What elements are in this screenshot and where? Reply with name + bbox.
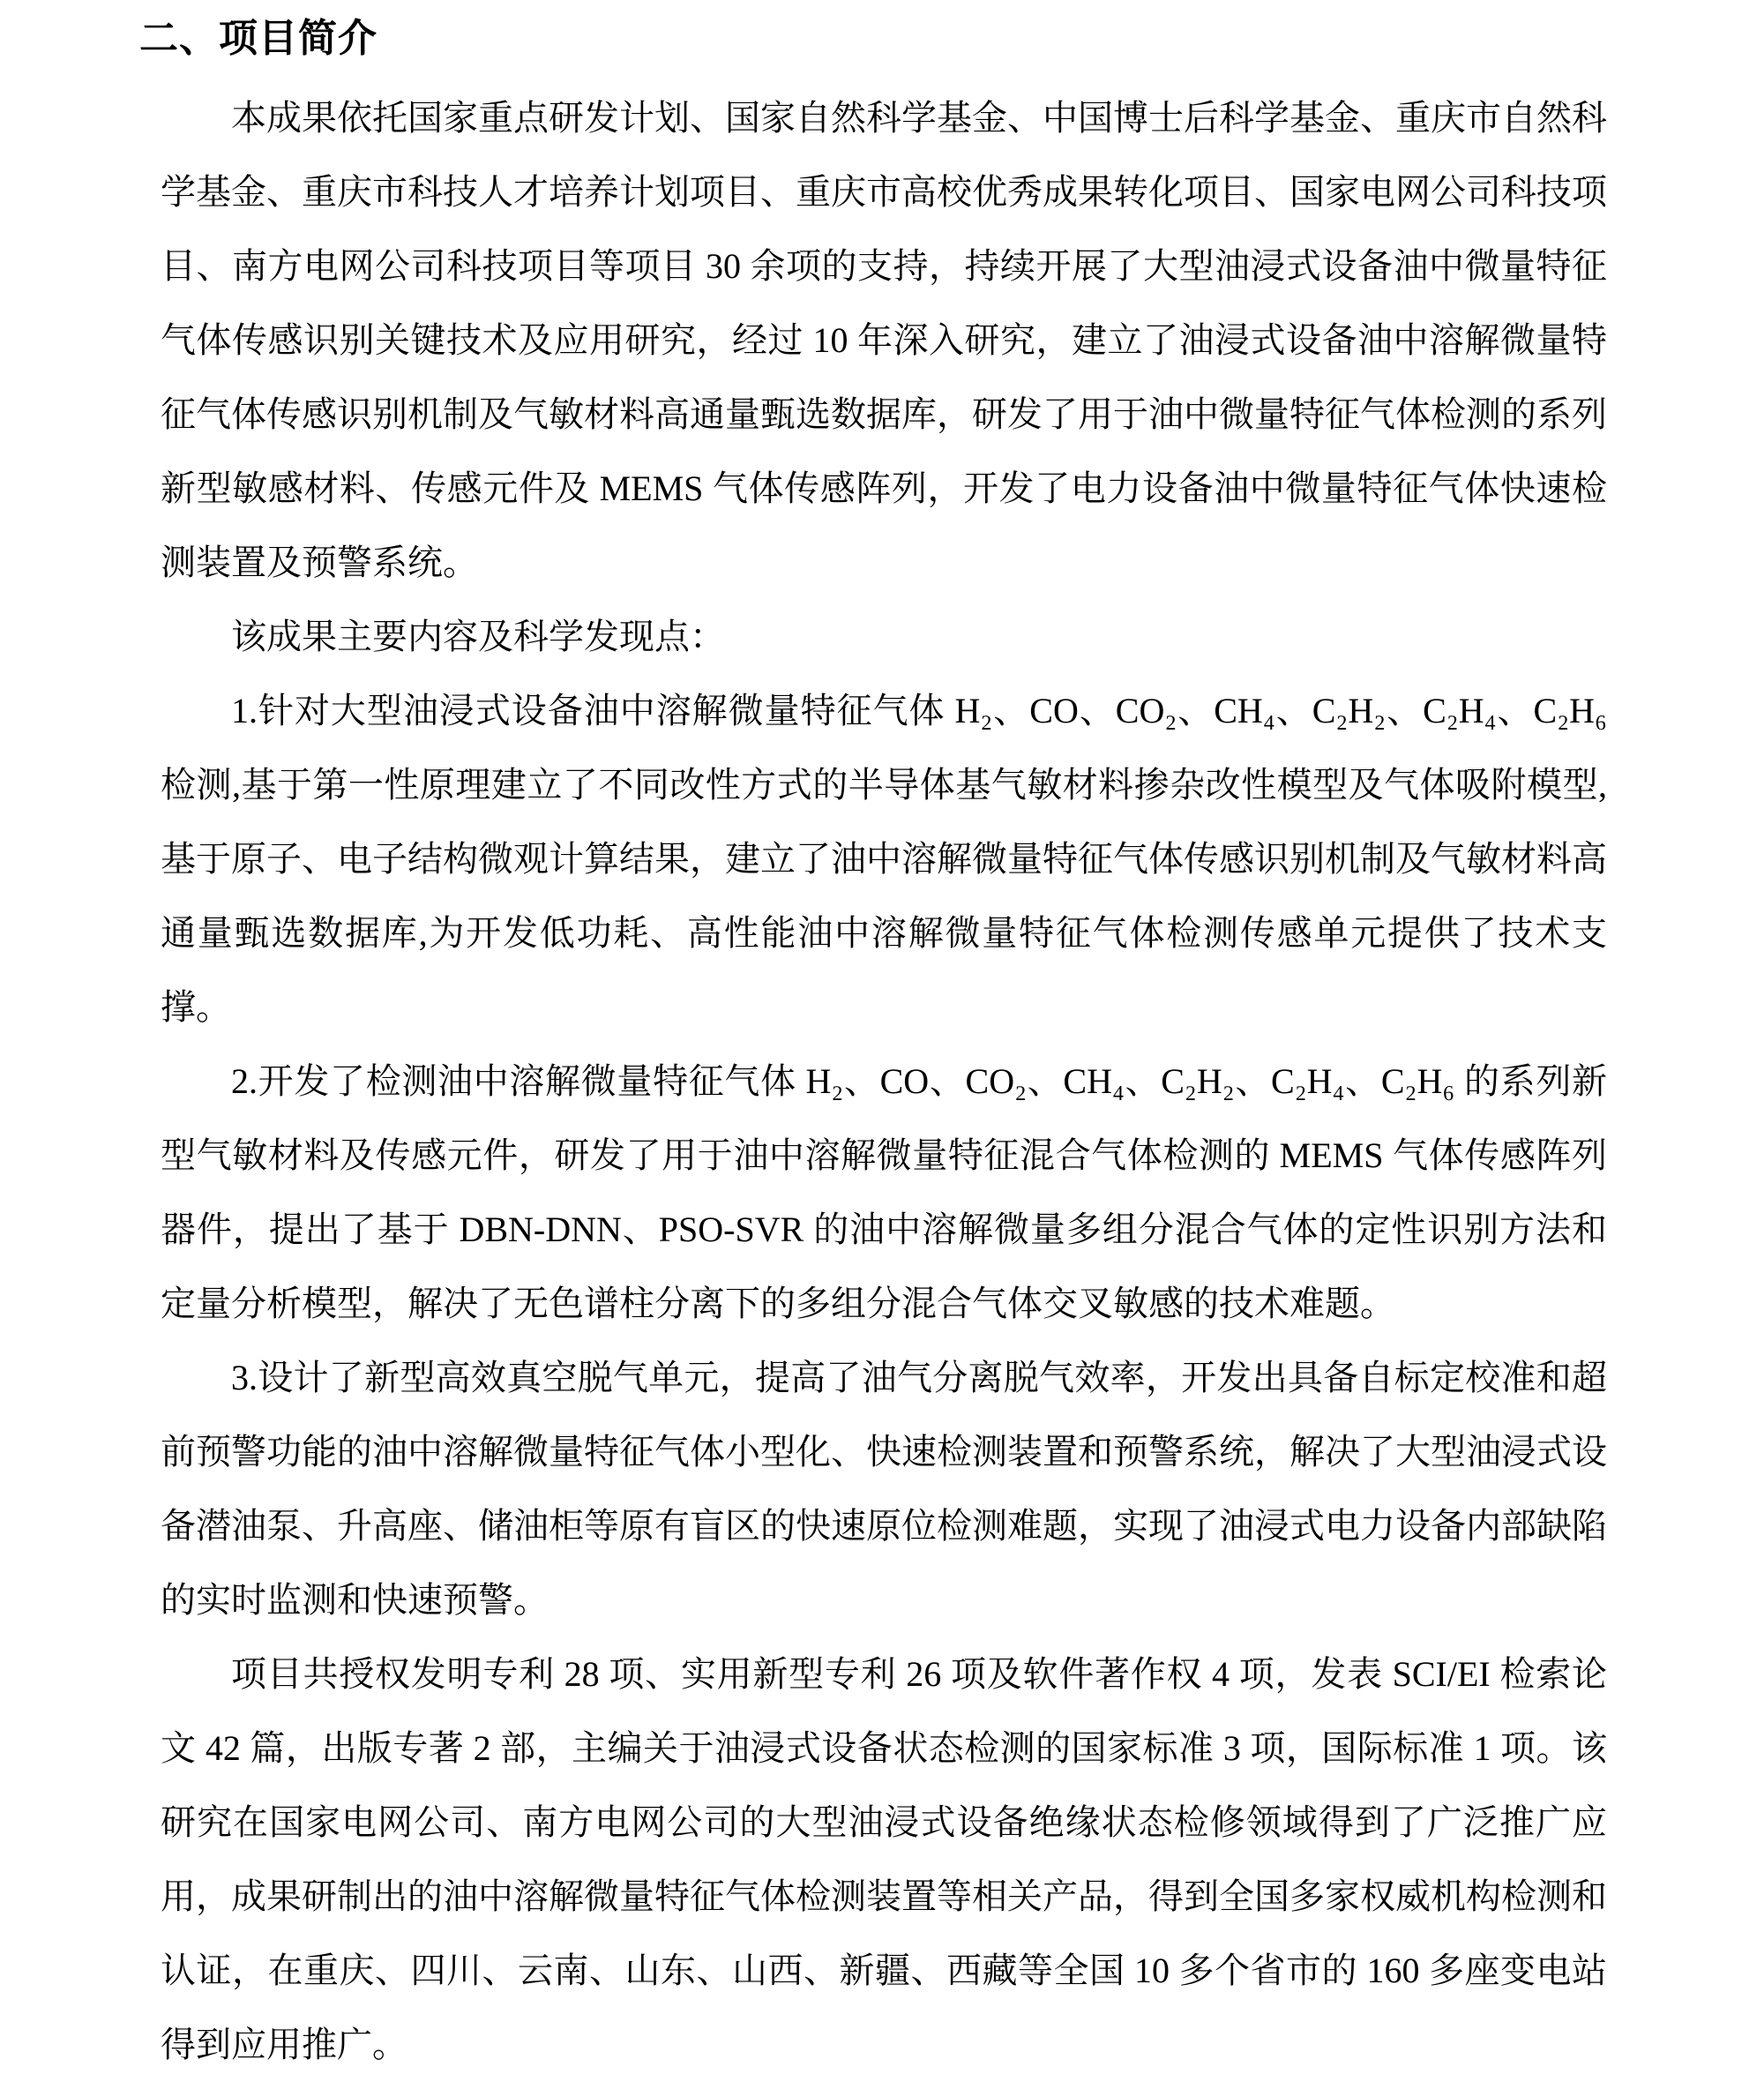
paragraph-finding-3: 3.设计了新型高效真空脱气单元，提高了油气分离脱气效率，开发出具备自标定校准和超前预警功能的油中溶解微量特征气体小型化、快速检测装置和预警系统，解决了大型油浸式设备潜油泵、升高座、储油柜等原有盲区的快速原位检测难题，实现了油浸式电力设备内部缺陷的实时监测和快速预警。	[161, 1358, 1607, 1620]
paragraph-achievements: 项目共授权发明专利 28 项、实用新型专利 26 项及软件著作权 4 项，发表 SCI/EI 检索论文 42 篇，出版专著 2 部，主编关于油浸式设备状态检测的国家标准 3 项，国际标准 1 项。该研究在国家电网公司、南方电网公司的大型油浸式设备绝缘状态检修领域得到了广泛推广应用，成果研制出的油中溶解微量特征气体检测装置等相关产品，得到全国多家权威机构检测和认证，在重庆、四川、云南、山东、山西、新疆、西藏等全国 10 多个省市的 160 多座变电站得到应用推广。	[161, 1654, 1607, 2064]
paragraph-finding-2: 2.开发了检测油中溶解微量特征气体 H₂、CO、CO₂、CH₄、C₂H₂、C₂H₄、C₂H₆ 的系列新型气敏材料及传感元件，研发了用于油中溶解微量特征混合气体检测的 MEMS 气体传感阵列器件，提出了基于 DBN-DNN、PSO-SVR 的油中溶解微量多组分混合气体的定性识别方法和定量分析模型，解决了无色谱柱分离下的多组分混合气体交叉敏感的技术难题。	[161, 1061, 1607, 1323]
section-heading: 二、项目简介	[139, 17, 377, 60]
paragraph-findings-intro: 该成果主要内容及科学发现点：	[231, 617, 725, 656]
paragraph-finding-1: 1.针对大型油浸式设备油中溶解微量特征气体 H₂、CO、CO₂、CH₄、C₂H₂、C₂H₄、C₂H₆ 检测,基于第一性原理建立了不同改性方式的半导体基气敏材料掺杂改性模型及气体吸附模型,基于原子、电子结构微观计算结果，建立了油中溶解微量特征气体传感识别机制及气敏材料高通量甄选数据库,为开发低功耗、高性能油中溶解微量特征气体检测传感单元提供了技术支撑。	[161, 691, 1607, 1027]
paragraph-project-overview: 本成果依托国家重点研发计划、国家自然科学基金、中国博士后科学基金、重庆市自然科学基金、重庆市科技人才培养计划项目、重庆市高校优秀成果转化项目、国家电网公司科技项目、南方电网公司科技项目等项目 30 余项的支持，持续开展了大型油浸式设备油中微量特征气体传感识别关键技术及应用研究，经过 10 年深入研究，建立了油浸式设备油中溶解微量特征气体传感识别机制及气敏材料高通量甄选数据库，研发了用于油中微量特征气体检测的系列新型敏感材料、传感元件及 MEMS 气体传感阵列，开发了电力设备油中微量特征气体快速检测装置及预警系统。	[161, 98, 1607, 582]
document-body	[161, 81, 1607, 2082]
